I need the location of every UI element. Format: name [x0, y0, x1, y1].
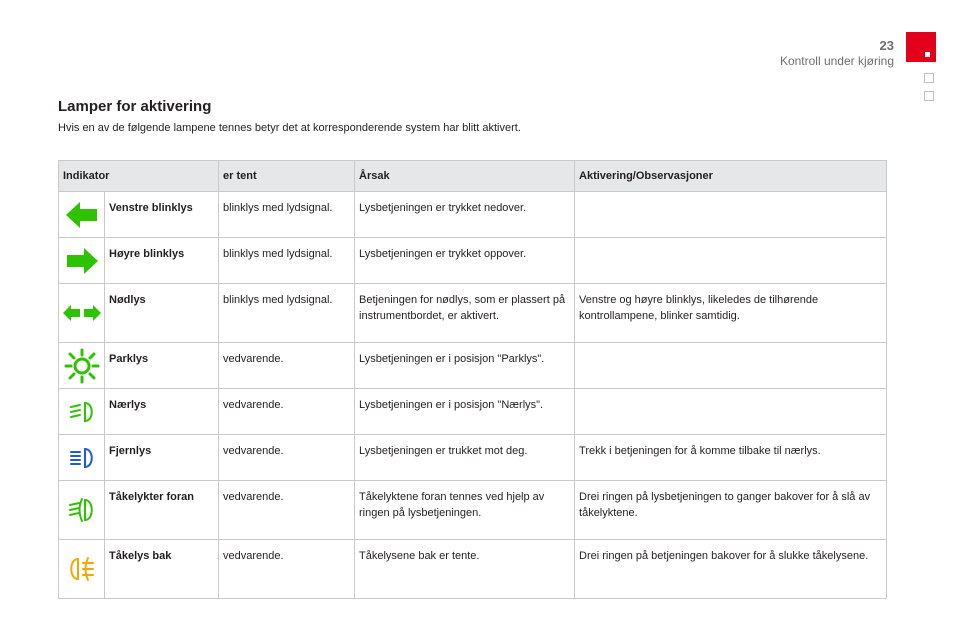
lamp-cause: Lysbetjeningen er i posisjon "Parklys".	[355, 343, 575, 389]
turn-right-arrow-icon	[59, 238, 105, 284]
lamp-name: Høyre blinklys	[105, 238, 219, 284]
lamp-name: Parklys	[105, 343, 219, 389]
lamp-cause: Tåkelysene bak er tente.	[355, 540, 575, 599]
lamp-name: Nødlys	[105, 284, 219, 343]
lamp-name: Nærlys	[105, 389, 219, 435]
warning-lamps-table	[58, 160, 887, 599]
section-title: Kontroll under kjøring	[779, 54, 894, 68]
lamp-state: vedvarende.	[219, 481, 355, 540]
intro-text: Hvis en av de følgende lampene tennes betyr det at korresponderende system har blitt aktivert.	[58, 122, 521, 134]
lamp-cause: Lysbetjeningen er trykket nedover.	[355, 192, 575, 238]
lamp-note: Trekk i betjeningen for å komme tilbake til nærlys.	[575, 435, 887, 481]
lamp-name: Venstre blinklys	[105, 192, 219, 238]
page-number: 23	[879, 38, 894, 53]
lamp-state: vedvarende.	[219, 540, 355, 599]
table-row	[59, 192, 887, 238]
rear-fog-icon	[59, 540, 105, 599]
table-row	[59, 540, 887, 599]
lamp-note	[575, 192, 887, 238]
hazard-arrows-icon	[59, 284, 105, 343]
table-row	[59, 284, 887, 343]
lamp-state: blinklys med lydsignal.	[219, 284, 355, 343]
chapter-tab	[906, 32, 936, 62]
lamp-cause: Betjeningen for nødlys, som er plassert på instrumentbordet, er aktivert.	[355, 284, 575, 343]
page-title: Lamper for aktivering	[58, 98, 212, 115]
lamp-state: vedvarende.	[219, 389, 355, 435]
lamp-note: Venstre og høyre blinklys, likeledes de tilhørende kontrollampene, blinker samtidig.	[575, 284, 887, 343]
lamp-note: Drei ringen på lysbetjeningen to ganger bakover for å slå av tåkelyktene.	[575, 481, 887, 540]
table-row	[59, 343, 887, 389]
lamp-note	[575, 389, 887, 435]
lamp-state: vedvarende.	[219, 435, 355, 481]
main-beam-icon	[59, 435, 105, 481]
table-row	[59, 481, 887, 540]
lamp-state: vedvarende.	[219, 343, 355, 389]
parking-lights-icon	[59, 343, 105, 389]
lamp-cause: Tåkelyktene foran tennes ved hjelp av ringen på lysbetjeningen.	[355, 481, 575, 540]
table-row	[59, 238, 887, 284]
lamp-name: Tåkelys bak	[105, 540, 219, 599]
col-header-indicator: Indikator	[59, 161, 219, 192]
lamp-state: blinklys med lydsignal.	[219, 192, 355, 238]
front-fog-icon	[59, 481, 105, 540]
lamp-note	[575, 343, 887, 389]
lamp-name: Fjernlys	[105, 435, 219, 481]
lamp-note: Drei ringen på betjeningen bakover for å slukke tåkelysene.	[575, 540, 887, 599]
nav-square-2	[924, 91, 934, 101]
lamp-name: Tåkelykter foran	[105, 481, 219, 540]
table-row	[59, 389, 887, 435]
dipped-beam-icon	[59, 389, 105, 435]
turn-left-arrow-icon	[59, 192, 105, 238]
lamp-state: blinklys med lydsignal.	[219, 238, 355, 284]
lamp-cause: Lysbetjeningen er trykket oppover.	[355, 238, 575, 284]
col-header-state: er tent	[219, 161, 355, 192]
lamp-cause: Lysbetjeningen er trukket mot deg.	[355, 435, 575, 481]
table-header-row	[59, 161, 887, 192]
col-header-observations: Aktivering/Observasjoner	[575, 161, 887, 192]
nav-square-1	[924, 73, 934, 83]
lamp-note	[575, 238, 887, 284]
col-header-cause: Årsak	[355, 161, 575, 192]
lamp-cause: Lysbetjeningen er i posisjon "Nærlys".	[355, 389, 575, 435]
table-row	[59, 435, 887, 481]
